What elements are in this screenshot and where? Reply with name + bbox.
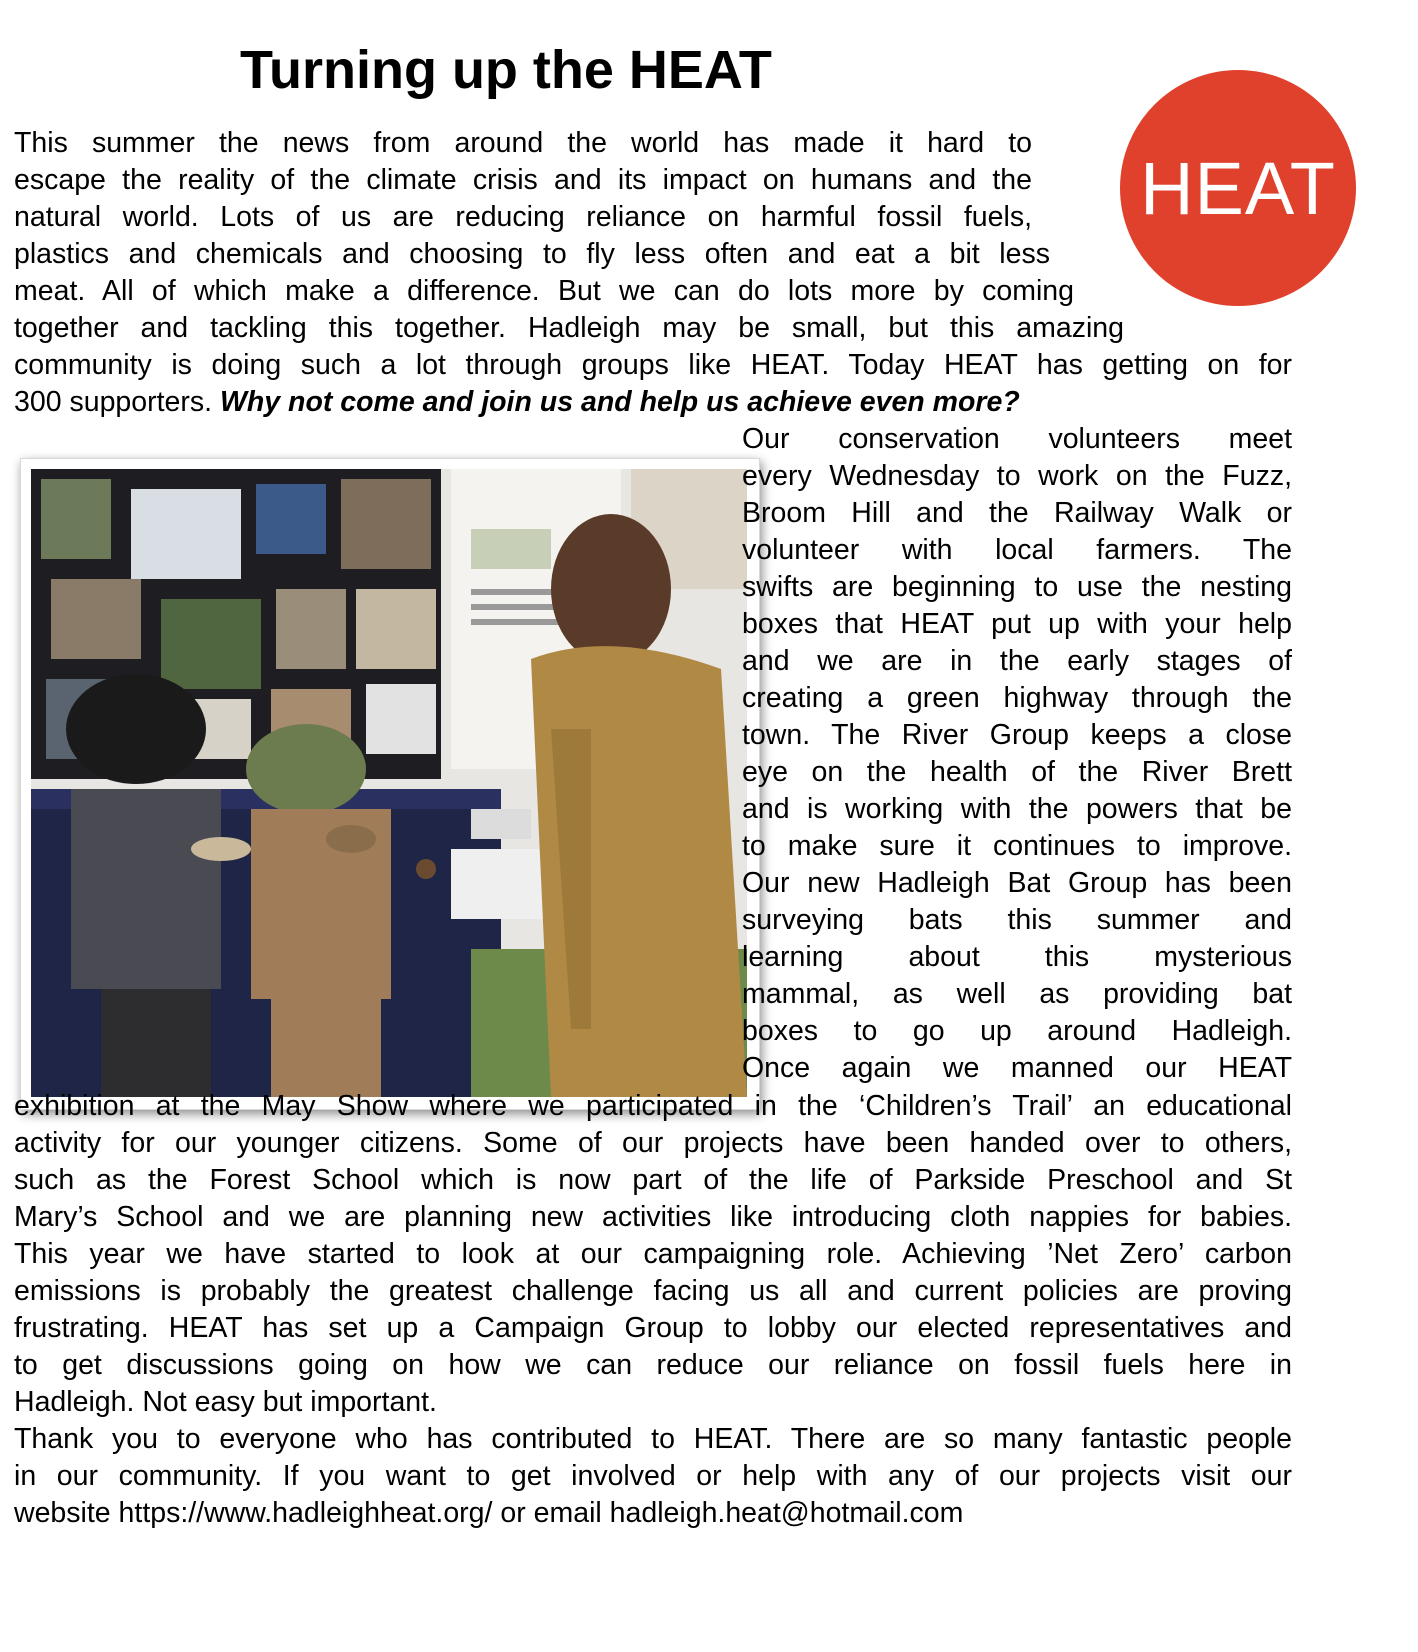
body-line: Thank you to everyone who has contributed to HEAT. There are so many fantastic people [14, 1423, 1292, 1455]
heat-logo-text: HEAT [1140, 147, 1336, 230]
page-title: Turning up the HEAT [240, 40, 772, 100]
column-line: Our conservation volunteers meet [742, 423, 1292, 455]
column-line: town. The River Group keeps a close [742, 719, 1292, 751]
exhibition-photo [20, 458, 760, 1110]
body-line: Mary’s School and we are planning new activities like introducing cloth nappies for babies. [14, 1201, 1292, 1233]
column-line: surveying bats this summer and [742, 904, 1292, 936]
intro-line: plastics and chemicals and choosing to fly less often and eat a bit less [14, 238, 1050, 270]
heat-logo [1120, 70, 1356, 306]
column-line: volunteer with local farmers. The [742, 534, 1292, 566]
intro-line: natural world. Lots of us are reducing reliance on harmful fossil fuels, [14, 201, 1032, 233]
column-line: Our new Hadleigh Bat Group has been [742, 867, 1292, 899]
body-line: such as the Forest School which is now part of the life of Parkside Preschool and St [14, 1164, 1292, 1196]
column-line: creating a green highway through the [742, 682, 1292, 714]
column-line: learning about this mysterious [742, 941, 1292, 973]
column-line: eye on the health of the River Brett [742, 756, 1292, 788]
body-line-contact: website https://www.hadleighheat.org/ or email hadleigh.heat@hotmail.com [14, 1497, 964, 1529]
intro-line: community is doing such a lot through groups like HEAT. Today HEAT has getting on for [14, 349, 1292, 381]
column-line: mammal, as well as providing bat [742, 978, 1292, 1010]
photo-of-heat-exhibition-stand-with-children [31, 469, 747, 1097]
body-line: Hadleigh. Not easy but important. [14, 1386, 437, 1418]
body-line: emissions is probably the greatest challenge facing us all and current policies are proving [14, 1275, 1292, 1307]
column-line: every Wednesday to work on the Fuzz, [742, 460, 1292, 492]
intro-last-line-text: 300 supporters. [14, 386, 220, 418]
column-line: boxes that HEAT put up with your help [742, 608, 1292, 640]
column-line: swifts are beginning to use the nesting [742, 571, 1292, 603]
column-line: Broom Hill and the Railway Walk or [742, 497, 1292, 529]
column-line: and we are in the early stages of [742, 645, 1292, 677]
column-line: Once again we manned our HEAT [742, 1052, 1292, 1084]
intro-line: together and tackling this together. Hadleigh may be small, but this amazing [14, 312, 1124, 344]
body-line: This year we have started to look at our campaigning role. Achieving ’Net Zero’ carbon [14, 1238, 1292, 1270]
body-line: frustrating. HEAT has set up a Campaign Group to lobby our elected representatives and [14, 1312, 1292, 1344]
body-line: exhibition at the May Show where we participated in the ‘Children’s Trail’ an educational [14, 1090, 1292, 1122]
intro-line: escape the reality of the climate crisis and its impact on humans and the [14, 164, 1032, 196]
call-to-action: Why not come and join us and help us achieve even more? [219, 386, 1020, 418]
column-line: boxes to go up around Hadleigh. [742, 1015, 1292, 1047]
intro-line: This summer the news from around the world has made it hard to [14, 127, 1032, 159]
intro-last-line [14, 383, 1292, 422]
body-line: in our community. If you want to get involved or help with any of our projects visit our [14, 1460, 1292, 1492]
body-line: activity for our younger citizens. Some of our projects have been handed over to others, [14, 1127, 1292, 1159]
intro-line: meat. All of which make a difference. But we can do lots more by coming [14, 275, 1074, 307]
body-line: to get discussions going on how we can reduce our reliance on fossil fuels here in [14, 1349, 1292, 1381]
column-line: and is working with the powers that be [742, 793, 1292, 825]
column-line: to make sure it continues to improve. [742, 830, 1292, 862]
